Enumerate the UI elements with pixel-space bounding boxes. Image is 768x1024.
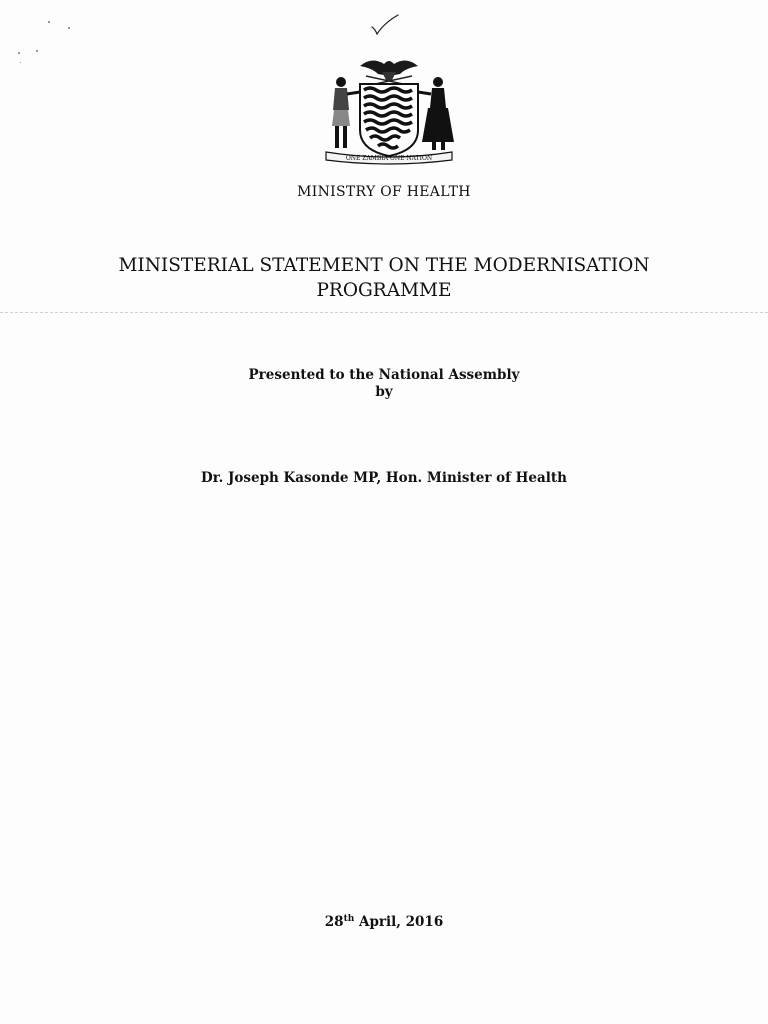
scan-speck <box>48 21 50 23</box>
checkmark-icon <box>370 14 400 36</box>
scan-speck <box>36 50 38 52</box>
ministry-title: MINISTRY OF HEALTH <box>297 184 471 200</box>
date-month-year: April, 2016 <box>354 914 444 930</box>
scan-artifact-line <box>0 312 768 314</box>
presenter-name: Dr. Joseph Kasonde MP, Hon. Minister of Health <box>201 470 567 486</box>
presentation-block <box>0 367 768 401</box>
date-day: 28 <box>324 914 344 930</box>
scan-speck <box>20 62 21 63</box>
presented-to-line: Presented to the National Assembly <box>248 367 520 383</box>
scan-speck <box>68 27 70 29</box>
coat-of-arms-emblem <box>320 52 458 168</box>
scan-speck <box>18 52 20 54</box>
statement-title-line-1: MINISTERIAL STATEMENT ON THE MODERNISATION <box>118 255 650 276</box>
statement-title <box>0 253 768 303</box>
by-line: by <box>375 384 393 400</box>
statement-title-line-2: PROGRAMME <box>316 280 452 301</box>
date-ordinal-suffix: th <box>343 914 355 924</box>
document-date <box>0 914 768 930</box>
coat-of-arms-motto: ONE ZAMBIA ONE NATION <box>345 155 433 162</box>
